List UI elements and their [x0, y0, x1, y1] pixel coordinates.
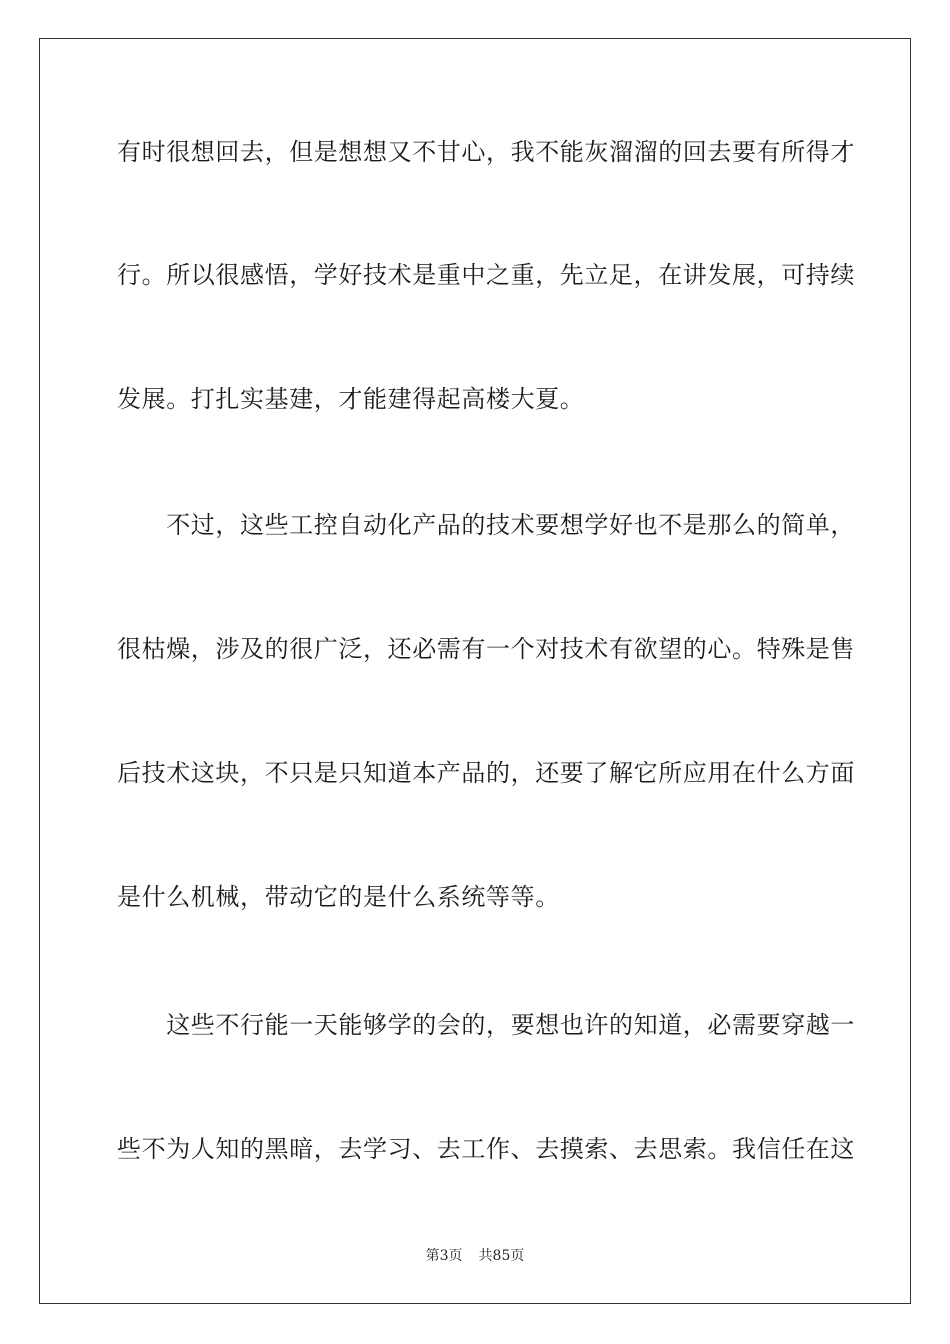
page-number: 第3页 [425, 1248, 463, 1264]
page-footer [0, 1247, 950, 1265]
page-border [39, 38, 911, 1304]
text-line-2: 行。所以很感悟，学好技术是重中之重，先立足，在讲发展，可持续 [117, 261, 855, 289]
page-total: 共85页 [478, 1248, 525, 1264]
text-line-9: 些不为人知的黑暗，去学习、去工作、去摸索、去思索。我信任在这 [117, 1135, 855, 1163]
text-line-7: 是什么机械，带动它的是什么系统等等。 [117, 883, 560, 911]
text-line-8: 这些不行能一天能够学的会的，要想也许的知道，必需要穿越一 [117, 1011, 855, 1039]
text-line-3: 发展。打扎实基建，才能建得起高楼大夏。 [117, 385, 585, 413]
text-line-1: 有时很想回去，但是想想又不甘心，我不能灰溜溜的回去要有所得才 [117, 138, 855, 166]
text-line-4: 不过，这些工控自动化产品的技术要想学好也不是那么的简单， [117, 511, 855, 539]
text-line-5: 很枯燥，涉及的很广泛，还必需有一个对技术有欲望的心。特殊是售 [117, 635, 855, 663]
text-line-6: 后技术这块，不只是只知道本产品的，还要了解它所应用在什么方面 [117, 759, 855, 787]
